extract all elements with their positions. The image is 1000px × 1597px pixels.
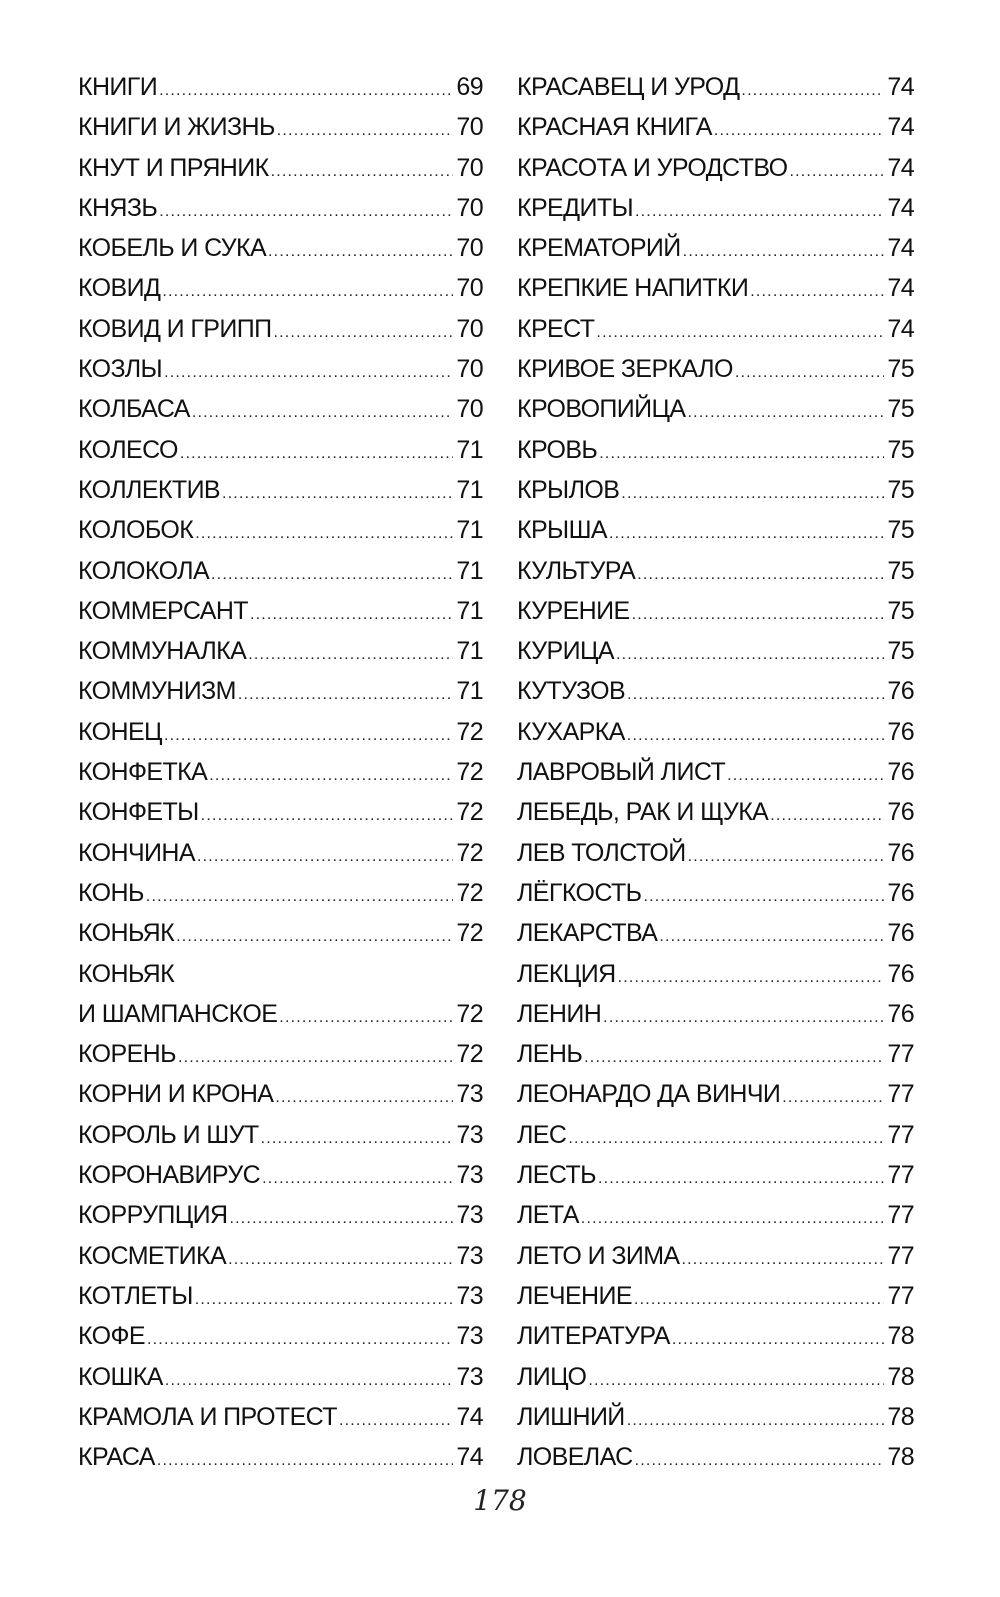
- index-entry: [517, 1316, 914, 1356]
- dot-leader: [157, 1441, 454, 1481]
- dot-leader: [279, 998, 453, 1038]
- dot-leader: [159, 71, 453, 111]
- dot-leader: [195, 514, 453, 554]
- index-entry: [78, 389, 483, 429]
- index-entry: [517, 1397, 914, 1437]
- index-term: КРЕМАТОРИЙ: [517, 234, 681, 263]
- index-term: КОТЛЕТЫ: [78, 1281, 193, 1310]
- dot-leader: [683, 232, 885, 272]
- index-entry: [78, 349, 483, 389]
- index-page-ref: 74: [887, 274, 914, 303]
- index-term: КРЫЛОВ: [517, 475, 620, 504]
- index-entry: [517, 67, 914, 107]
- index-page-ref: 73: [456, 1080, 483, 1109]
- index-term: КОВИД И ГРИПП: [78, 314, 272, 343]
- index-term: КОРОЛЬ И ШУТ: [78, 1120, 259, 1149]
- index-page-ref: 77: [887, 1080, 914, 1109]
- dot-leader: [741, 71, 884, 111]
- index-entry: [517, 631, 914, 671]
- index-term: ЛОВЕЛАС: [517, 1443, 633, 1472]
- index-page-ref: 72: [456, 717, 483, 746]
- index-term: КНИГИ И ЖИЗНЬ: [78, 113, 275, 142]
- index-term: КОНЧИНА: [78, 838, 195, 867]
- index-entry: [517, 1437, 914, 1477]
- dot-leader: [275, 1078, 453, 1118]
- index-entry: [78, 1195, 483, 1235]
- index-page-ref: 71: [456, 516, 483, 545]
- index-entry: [78, 792, 483, 832]
- dot-leader: [634, 1280, 884, 1320]
- index-entry: [517, 954, 914, 994]
- dot-leader: [632, 595, 885, 635]
- index-page-ref: 77: [887, 1281, 914, 1310]
- dot-leader: [159, 192, 453, 232]
- index-page-ref: 72: [456, 878, 483, 907]
- dot-leader: [164, 353, 453, 393]
- index-term: КОРНИ И КРОНА: [78, 1080, 274, 1109]
- index-page-ref: 74: [456, 1402, 483, 1431]
- index-entry: [517, 994, 914, 1034]
- index-term: КОЛБАСА: [78, 395, 190, 424]
- index-page-ref: 73: [456, 1120, 483, 1149]
- dot-leader: [596, 313, 884, 353]
- index-term: ЛЕОНАРДО ДА ВИНЧИ: [517, 1080, 781, 1109]
- index-page-ref: 77: [887, 1040, 914, 1069]
- index-term: ЛЕСТЬ: [517, 1161, 596, 1190]
- index-entry: [78, 1276, 483, 1316]
- dot-leader: [635, 192, 884, 232]
- index-entry: [78, 188, 483, 228]
- index-entry: [78, 148, 483, 188]
- index-entry: [517, 1155, 914, 1195]
- dot-leader: [588, 1361, 884, 1401]
- index-term: КУЛЬТУРА: [517, 556, 636, 585]
- index-term: КРЫША: [517, 516, 607, 545]
- dot-leader: [618, 958, 885, 998]
- index-term: КНЯЗЬ: [78, 193, 158, 222]
- index-entry: [78, 591, 483, 631]
- dot-leader: [581, 1199, 885, 1239]
- index-entry: [78, 551, 483, 591]
- index-entry: [78, 954, 483, 994]
- index-term: ЛЕТО И ЗИМА: [517, 1241, 680, 1270]
- dot-leader: [735, 353, 885, 393]
- dot-leader: [261, 1119, 454, 1159]
- index-entry: [517, 1115, 914, 1155]
- index-term: КОСМЕТИКА: [78, 1241, 227, 1270]
- index-page-ref: 77: [887, 1161, 914, 1190]
- index-page-ref: 72: [456, 1040, 483, 1069]
- dot-leader: [277, 111, 454, 151]
- dot-leader: [599, 434, 884, 474]
- index-term: КРЕДИТЫ: [517, 193, 634, 222]
- index-term: КРЕПКИЕ НАПИТКИ: [517, 274, 749, 303]
- index-entry: [517, 591, 914, 631]
- dot-leader: [635, 1441, 885, 1481]
- index-page-ref: 70: [456, 274, 483, 303]
- index-term: ЛЕКАРСТВА: [517, 919, 658, 948]
- index-term: КРОВОПИЙЦА: [517, 395, 686, 424]
- index-entry: [78, 228, 483, 268]
- index-page-ref: 74: [456, 1443, 483, 1472]
- index-term: КОШКА: [78, 1362, 163, 1391]
- index-page-ref: 74: [887, 234, 914, 263]
- index-page-ref: 76: [887, 919, 914, 948]
- dot-leader: [682, 1240, 885, 1280]
- index-entry: [78, 1074, 483, 1114]
- index-term: КОЛОБОК: [78, 516, 194, 545]
- index-entry: [78, 1357, 483, 1397]
- index-entry: [78, 430, 483, 470]
- index-term: КОНЬЯК: [78, 959, 175, 988]
- index-term: ЛИШНИЙ: [517, 1402, 625, 1431]
- index-entry: [517, 913, 914, 953]
- dot-leader: [192, 393, 454, 433]
- index-entry: [517, 671, 914, 711]
- index-entry: [517, 752, 914, 792]
- index-page-ref: 73: [456, 1322, 483, 1351]
- index-page-ref: 74: [887, 153, 914, 182]
- index-page-ref: 77: [887, 1241, 914, 1270]
- index-term: КРЕСТ: [517, 314, 595, 343]
- dot-leader: [627, 1401, 885, 1441]
- index-term: КУТУЗОВ: [517, 677, 626, 706]
- index-entry: [517, 430, 914, 470]
- dot-leader: [209, 756, 453, 796]
- index-term: КОРОНАВИРУС: [78, 1161, 261, 1190]
- index-page-ref: 74: [887, 73, 914, 101]
- index-entry: [78, 107, 483, 147]
- index-term: ЛЕТА: [517, 1201, 579, 1230]
- index-entry: [517, 1236, 914, 1276]
- index-term: ЛЕНЬ: [517, 1040, 583, 1069]
- dot-leader: [248, 635, 453, 675]
- index-page-ref: 76: [887, 798, 914, 827]
- index-entry: [517, 309, 914, 349]
- index-page-ref: 73: [456, 1281, 483, 1310]
- dot-leader: [621, 474, 884, 514]
- index-term: КОНФЕТЫ: [78, 798, 199, 827]
- index-entry: [78, 268, 483, 308]
- index-term: КОММУНАЛКА: [78, 637, 247, 666]
- index-page-ref: 73: [456, 1241, 483, 1270]
- index-page-ref: 73: [456, 1201, 483, 1230]
- index-term: КРИВОЕ ЗЕРКАЛО: [517, 355, 733, 384]
- index-page-ref: 76: [887, 878, 914, 907]
- index-entry: [517, 107, 914, 147]
- index-page-ref: 74: [887, 193, 914, 222]
- index-entry: [517, 792, 914, 832]
- dot-leader: [162, 272, 453, 312]
- dot-leader: [271, 152, 454, 192]
- index-page-ref: 75: [887, 395, 914, 424]
- dot-leader: [714, 111, 885, 151]
- index-term: КОЛЛЕКТИВ: [78, 475, 221, 504]
- index-entry: [78, 994, 483, 1034]
- index-page-ref: 75: [887, 637, 914, 666]
- index-entry: [517, 470, 914, 510]
- index-entry: [517, 1276, 914, 1316]
- dot-leader: [180, 434, 454, 474]
- index-term: КОЛЕСО: [78, 435, 178, 464]
- index-page-ref: 70: [456, 234, 483, 263]
- dot-leader: [230, 1199, 454, 1239]
- index-entry: [517, 510, 914, 550]
- dot-leader: [176, 917, 453, 957]
- index-page-ref: 76: [887, 758, 914, 787]
- index-entry: [517, 228, 914, 268]
- index-page-ref: 76: [887, 677, 914, 706]
- dot-leader: [568, 1119, 884, 1159]
- index-page-ref: 71: [456, 637, 483, 666]
- index-entry: [517, 349, 914, 389]
- dot-leader: [195, 1280, 454, 1320]
- index-term: ЛИТЕРАТУРА: [517, 1322, 670, 1351]
- index-term: ЛЕЧЕНИЕ: [517, 1281, 632, 1310]
- index-entry: [78, 510, 483, 550]
- dot-leader: [627, 716, 885, 756]
- index-entry: [78, 833, 483, 873]
- index-entry: [78, 631, 483, 671]
- index-page-ref: 71: [456, 475, 483, 504]
- index-page-ref: 70: [456, 355, 483, 384]
- index-page-ref: 75: [887, 516, 914, 545]
- index-entry: [517, 551, 914, 591]
- dot-leader: [262, 1159, 453, 1199]
- dot-leader: [238, 675, 454, 715]
- dot-leader: [727, 756, 884, 796]
- dot-leader: [178, 1038, 453, 1078]
- dot-leader: [616, 635, 884, 675]
- index-page-ref: 77: [887, 1201, 914, 1230]
- dot-leader: [228, 1240, 453, 1280]
- dot-leader: [637, 555, 884, 595]
- index-page-ref: 72: [456, 758, 483, 787]
- index-term: КОНФЕТКА: [78, 758, 208, 787]
- index-entry: [78, 1115, 483, 1155]
- index-page-ref: 77: [887, 1120, 914, 1149]
- index-entry: [517, 873, 914, 913]
- index-page-ref: 70: [456, 395, 483, 424]
- index-entry: [78, 752, 483, 792]
- index-term: КОНЕЦ: [78, 717, 162, 746]
- dot-leader: [750, 272, 884, 312]
- index-entry: [78, 1155, 483, 1195]
- dot-leader: [339, 1401, 453, 1441]
- index-page-ref: 74: [887, 113, 914, 142]
- index-term: КРАСА: [78, 1443, 155, 1472]
- index-page-ref: 71: [456, 677, 483, 706]
- index-entry: [78, 671, 483, 711]
- index-entry: [78, 470, 483, 510]
- index-entry: [78, 913, 483, 953]
- index-entry: [78, 873, 483, 913]
- index-term: ЛАВРОВЫЙ ЛИСТ: [517, 758, 726, 787]
- index-entry: [517, 833, 914, 873]
- index-term: КРАСАВЕЦ И УРОД: [517, 73, 740, 101]
- index-term: КУРИЦА: [517, 637, 614, 666]
- dot-leader: [789, 152, 884, 192]
- index-term: ЛЕНИН: [517, 999, 602, 1028]
- index-term: КНИГИ: [78, 73, 158, 101]
- index-term: ЛЕС: [517, 1120, 567, 1149]
- index-entry: [78, 1437, 483, 1477]
- dot-leader: [598, 1159, 884, 1199]
- index-page-ref: 70: [456, 193, 483, 222]
- index-page-ref: 72: [456, 798, 483, 827]
- index-entry: [517, 268, 914, 308]
- index-page-ref: 73: [456, 1362, 483, 1391]
- dot-leader: [627, 675, 884, 715]
- dot-leader: [147, 1320, 453, 1360]
- index-entry: [517, 1357, 914, 1397]
- index-entry: [78, 309, 483, 349]
- index-term: КОММЕРСАНТ: [78, 596, 248, 625]
- index-term: КНУТ И ПРЯНИК: [78, 153, 269, 182]
- index-entry: [517, 712, 914, 752]
- dot-leader: [688, 393, 885, 433]
- dot-leader: [688, 837, 885, 877]
- dot-leader: [659, 917, 884, 957]
- index-term: КОЗЛЫ: [78, 355, 163, 384]
- index-entry: [517, 148, 914, 188]
- index-page-ref: 75: [887, 355, 914, 384]
- index-page-ref: 71: [456, 435, 483, 464]
- dot-leader: [222, 474, 453, 514]
- index-page-ref: 75: [887, 556, 914, 585]
- index-page-ref: 70: [456, 153, 483, 182]
- index-page-ref: 78: [887, 1362, 914, 1391]
- index-entry: [78, 1236, 483, 1276]
- index-term: ЛЕБЕДЬ, РАК И ЩУКА: [517, 798, 769, 827]
- index-page-ref: 69: [456, 73, 483, 101]
- index-term: КОФЕ: [78, 1322, 146, 1351]
- dot-leader: [643, 877, 884, 917]
- index-page-ref: 76: [887, 838, 914, 867]
- index-entry: [78, 712, 483, 752]
- index-page-ref: 75: [887, 435, 914, 464]
- index-page-ref: 78: [887, 1322, 914, 1351]
- index-page-ref: 70: [456, 314, 483, 343]
- dot-leader: [770, 796, 884, 836]
- index-page-ref: 71: [456, 556, 483, 585]
- index-page-ref: 76: [887, 959, 914, 988]
- index-page-ref: 71: [456, 596, 483, 625]
- index-term: КОВИД: [78, 274, 161, 303]
- index-entry: [78, 1316, 483, 1356]
- index-page-ref: 75: [887, 596, 914, 625]
- index-page-ref: 70: [456, 113, 483, 142]
- index-column-left: [78, 67, 483, 1477]
- index-entry: [78, 1397, 483, 1437]
- index-page-ref: 78: [887, 1402, 914, 1431]
- index-term: КОММУНИЗМ: [78, 677, 236, 706]
- index-entry: [517, 1034, 914, 1074]
- index-page-ref: 73: [456, 1161, 483, 1190]
- index-page-ref: 78: [887, 1443, 914, 1472]
- index-entry: [517, 188, 914, 228]
- dot-leader: [268, 232, 453, 272]
- index-term: КРОВЬ: [517, 435, 598, 464]
- index-page-ref: 72: [456, 999, 483, 1028]
- index-entry: [517, 1195, 914, 1235]
- index-term: КОНЬ: [78, 878, 144, 907]
- dot-leader: [250, 595, 453, 635]
- index-term: ЛЕКЦИЯ: [517, 959, 616, 988]
- index-term: КОБЕЛЬ И СУКА: [78, 234, 267, 263]
- index-term: КРАСНАЯ КНИГА: [517, 113, 712, 142]
- dot-leader: [146, 877, 454, 917]
- index-page-ref: 76: [887, 717, 914, 746]
- index-page-ref: 75: [887, 475, 914, 504]
- index-term: И ШАМПАНСКОЕ: [78, 999, 278, 1028]
- index-term: КОЛОКОЛА: [78, 556, 210, 585]
- index-page-ref: 74: [887, 314, 914, 343]
- dot-leader: [211, 555, 453, 595]
- dot-leader: [609, 514, 884, 554]
- index-page-ref: 72: [456, 919, 483, 948]
- index-term: КУХАРКА: [517, 717, 625, 746]
- index-entry: [78, 67, 483, 107]
- index-entry: [517, 1074, 914, 1114]
- index-term: ЛИЦО: [517, 1362, 587, 1391]
- dot-leader: [603, 998, 884, 1038]
- index-term: КУРЕНИЕ: [517, 596, 630, 625]
- dot-leader: [165, 1361, 454, 1401]
- index-term: КОНЬЯК: [78, 919, 175, 948]
- dot-leader: [584, 1038, 884, 1078]
- dot-leader: [201, 796, 454, 836]
- index-page-ref: 76: [887, 999, 914, 1028]
- index-column-right: [517, 67, 914, 1477]
- index-entry: [517, 389, 914, 429]
- dot-leader: [273, 313, 453, 353]
- index-term: ЛЕВ ТОЛСТОЙ: [517, 838, 686, 867]
- index-term: КРАМОЛА И ПРОТЕСТ: [78, 1402, 337, 1431]
- index-term: КОРРУПЦИЯ: [78, 1201, 228, 1230]
- index-entry: [78, 1034, 483, 1074]
- dot-leader: [197, 837, 453, 877]
- index-term: КОРЕНЬ: [78, 1040, 176, 1069]
- dot-leader: [164, 716, 453, 756]
- index-page-ref: 72: [456, 838, 483, 867]
- dot-leader: [672, 1320, 885, 1360]
- index-term: ЛЁГКОСТЬ: [517, 878, 642, 907]
- dot-leader: [782, 1078, 884, 1118]
- page-number: 178: [473, 1484, 527, 1517]
- index-term: КРАСОТА И УРОДСТВО: [517, 153, 788, 182]
